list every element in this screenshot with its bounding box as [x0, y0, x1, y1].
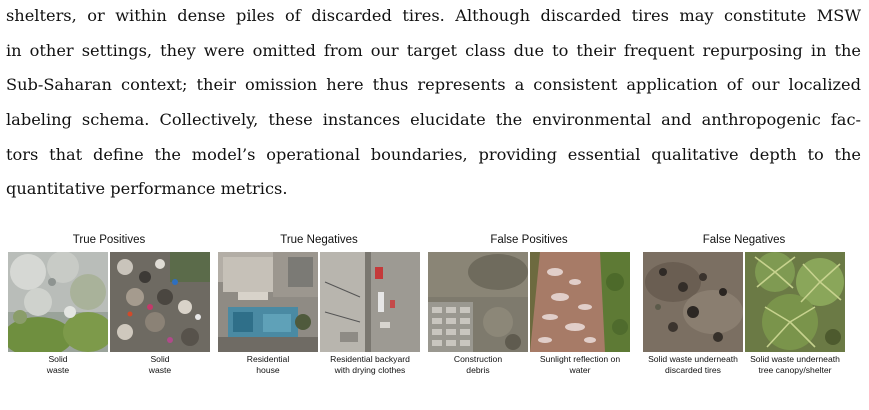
paragraph-line: Sub-Saharan context; their omission here thus represents a consistent application of our localized — [6, 75, 861, 94]
aerial-photo-water-reflection — [530, 252, 630, 352]
paragraph-line: shelters, or within dense piles of discarded tires. Although discarded tires may constitute MSW — [6, 6, 861, 25]
caption-line: waste — [46, 364, 70, 375]
group-title-true-positives: True Positives — [72, 234, 146, 246]
caption-line: tree canopy/shelter — [758, 364, 832, 375]
group-title-false-negatives: False Negatives — [702, 234, 786, 246]
aerial-photo-solid-waste-1 — [8, 252, 108, 352]
paragraph-line: tors that define the model’s operational boundaries, providing essential qualitative depth to the — [6, 145, 861, 164]
caption-line: waste — [148, 364, 172, 375]
caption-line: Residential — [246, 354, 290, 364]
aerial-photo-residential-house — [218, 252, 318, 352]
caption-line: Construction — [453, 354, 503, 364]
caption-line: with drying clothes — [334, 364, 406, 375]
aerial-photo-solid-waste-2 — [110, 252, 210, 352]
caption-line: Solid — [150, 354, 170, 364]
paragraph-line: quantitative performance metrics. — [6, 179, 288, 198]
caption-waste-under-canopy — [743, 354, 847, 375]
paragraph-line: in other settings, they were omitted from our target class due to their frequent repurposing in the — [6, 41, 861, 60]
group-title-false-positives: False Positives — [490, 234, 568, 246]
caption-solid-waste-2 — [108, 354, 212, 375]
caption-residential-backyard — [318, 354, 422, 375]
caption-line: Sunlight reflection on — [539, 354, 621, 364]
caption-residential-house — [216, 354, 320, 375]
caption-line: Solid waste underneath — [648, 354, 738, 364]
caption-line: Solid — [48, 354, 68, 364]
caption-line: Solid waste underneath — [750, 354, 840, 364]
caption-water-reflection — [528, 354, 632, 375]
paragraph-line: labeling schema. Collectively, these instances elucidate the environmental and anthropogenic fac- — [6, 110, 861, 129]
caption-solid-waste-1 — [6, 354, 110, 375]
aerial-photo-waste-under-canopy — [745, 252, 845, 352]
caption-line: discarded tires — [665, 364, 721, 375]
aerial-photo-residential-backyard — [320, 252, 420, 352]
caption-line: house — [256, 364, 280, 375]
group-title-true-negatives: True Negatives — [280, 234, 358, 246]
aerial-photo-waste-under-tires — [643, 252, 743, 352]
caption-line: Residential backyard — [330, 354, 410, 364]
caption-waste-under-tires — [641, 354, 745, 375]
caption-construction-debris — [426, 354, 530, 375]
caption-line: debris — [466, 364, 490, 375]
caption-line: water — [569, 364, 591, 375]
aerial-photo-construction-debris — [428, 252, 528, 352]
